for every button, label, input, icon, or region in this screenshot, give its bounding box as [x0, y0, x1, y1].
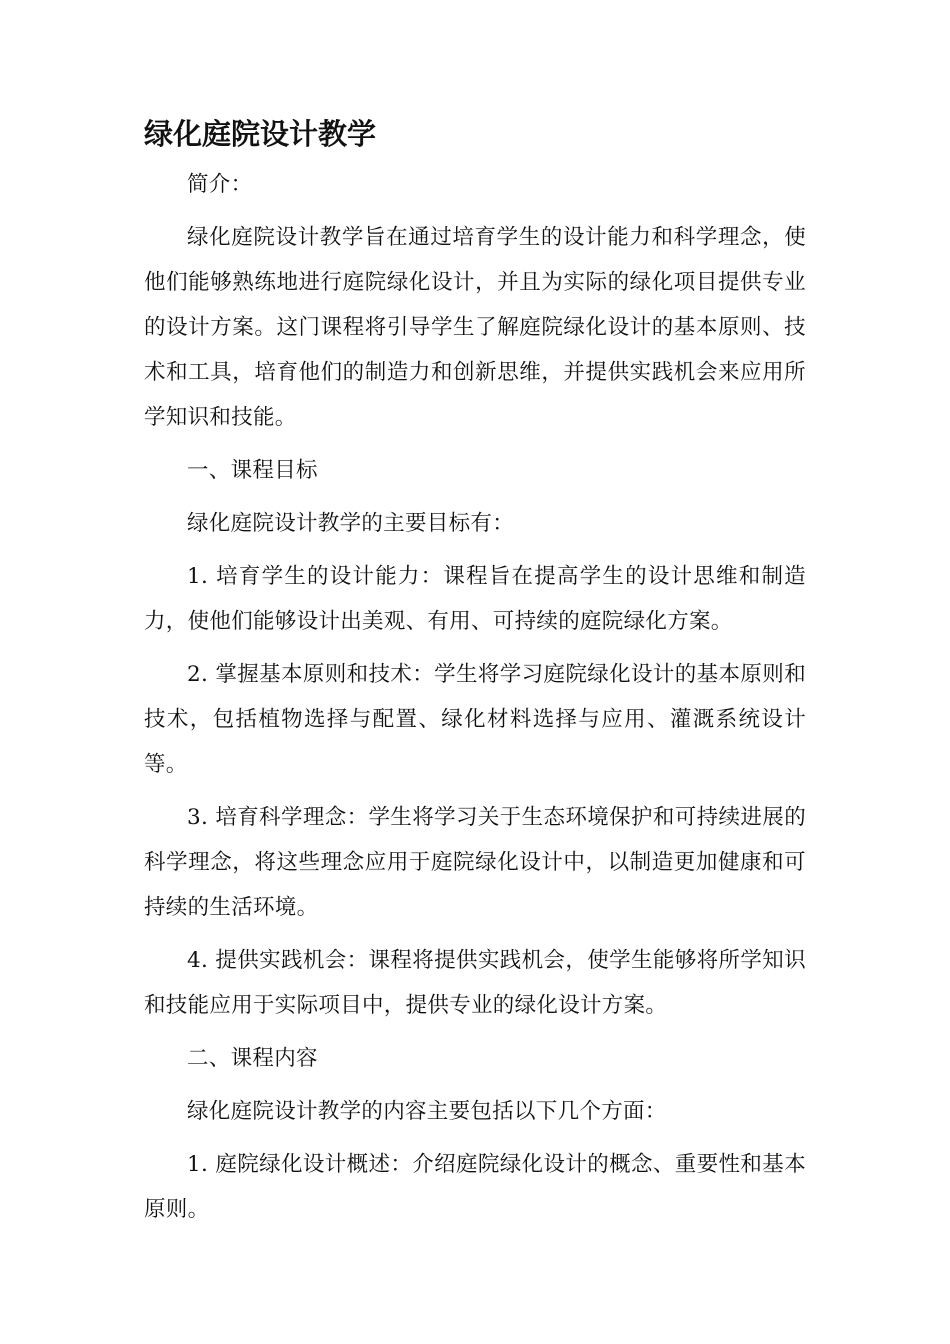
content-intro-paragraph: 绿化庭院设计教学的内容主要包括以下几个方面：: [187, 1099, 667, 1124]
document-title: 绿化庭院设计教学: [144, 117, 377, 151]
goals-intro-paragraph: 绿化庭院设计教学的主要目标有：: [187, 511, 515, 536]
intro-paragraph: 绿化庭院设计教学旨在通过培育学生的设计能力和科学理念，使他们能够熟练地进行庭院绿化设计，并且为实际的绿化项目提供专业的设计方案。这门课程将引导学生了解庭院绿化设计的基本原则、技术和工具，培育他们的制造力和创新思维，并提供实践机会来应用所学知识和技能。: [144, 225, 806, 430]
section-intro-label: 简介：: [187, 172, 253, 197]
goal-item-2: 2. 掌握基本原则和技术：学生将学习庭院绿化设计的基本原则和技术，包括植物选择与配置、绿化材料选择与应用、灌溉系统设计等。: [144, 662, 806, 777]
section-heading-content: 二、课程内容: [187, 1046, 318, 1071]
content-item-1: 1. 庭院绿化设计概述：介绍庭院绿化设计的概念、重要性和基本原则。: [144, 1152, 806, 1222]
goal-item-1: 1. 培育学生的设计能力：课程旨在提高学生的设计思维和制造力，使他们能够设计出美观、有用、可持续的庭院绿化方案。: [144, 564, 806, 634]
section-heading-goals: 一、课程目标: [187, 458, 318, 483]
goal-item-4: 4. 提供实践机会：课程将提供实践机会，使学生能够将所学知识和技能应用于实际项目中，提供专业的绿化设计方案。: [144, 948, 806, 1018]
goal-item-3: 3. 培育科学理念：学生将学习关于生态环境保护和可持续进展的科学理念，将这些理念应用于庭院绿化设计中，以制造更加健康和可持续的生活环境。: [144, 805, 806, 920]
document-page: [144, 112, 806, 1240]
